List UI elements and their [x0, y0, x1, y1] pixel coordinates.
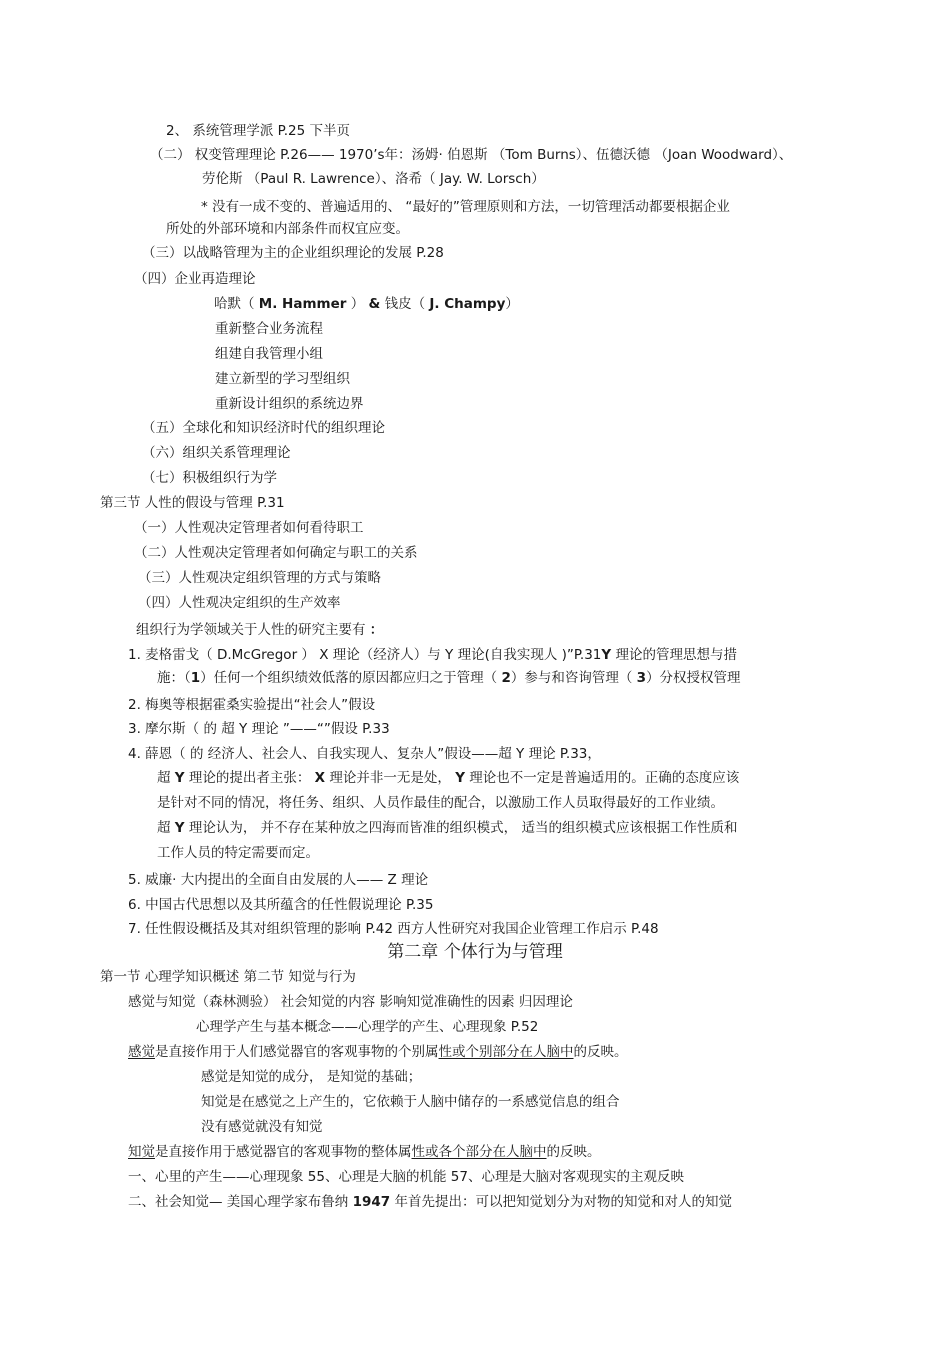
text-run: 钱皮（ [380, 296, 430, 312]
term-perception: 知觉 [128, 1144, 155, 1160]
text-run: 的反映。 [573, 1044, 628, 1060]
list-item: 3. 摩尔斯（ 的 超 Y 理论 ”——“”假设 P.33 [128, 721, 390, 737]
text-line [214, 295, 519, 313]
text-run: 理论的管理思想与措 [611, 647, 737, 663]
text-run: 理论也不一定是普遍适用的。正确的态度应该 [464, 770, 740, 786]
text-line: 感觉是知觉的成分， 是知觉的基础； [201, 1069, 422, 1085]
text-line [157, 769, 739, 787]
text-run: Y [174, 820, 185, 836]
text-line: （五）全球化和知识经济时代的组织理论 [142, 420, 385, 436]
text-run: 是直接作用于感觉器官的客观事物的整体属 [155, 1144, 412, 1160]
text-line: 所处的外部环境和内部条件而权宜应变。 [166, 221, 409, 237]
text-run: Y [455, 770, 465, 786]
text-run: 理论的提出者主张： [184, 770, 315, 786]
text-run: 1. 麦格雷戈（ D.McGregor ） X 理论（经济人）与 Y 理论(自我实现人 )”P.31 [128, 647, 602, 663]
author-name: J. Champy [429, 296, 506, 312]
text-line: （三）以战略管理为主的企业组织理论的发展 P.28 [142, 245, 444, 261]
text-run: 是直接作用于人们感觉器官的客观事物的个别属 [155, 1044, 439, 1060]
text-run: 理论认为， 并不存在某种放之四海而皆准的组织模式， 适当的组织模式应该根据工作性质和 [184, 820, 738, 836]
list-item: 5. 威廉· 大内提出的全面自由发展的人—— Z 理论 [128, 872, 429, 888]
text-run: Y [174, 770, 185, 786]
text-line [136, 621, 383, 639]
list-item: 6. 中国古代思想以及其所蕴含的任性假说理论 P.35 [128, 897, 434, 913]
text-run: ）分权授权管理 [646, 670, 741, 686]
text-line: 建立新型的学习型组织 [215, 371, 350, 387]
text-run: 1947 [352, 1194, 391, 1210]
term-sensation: 感觉 [128, 1044, 155, 1060]
text-run: X [314, 770, 326, 786]
text-run: 组织行为学领域关于人性的研究主要有 [136, 622, 370, 638]
text-line: 知觉是在感觉之上产生的，它依赖于人脑中储存的一系感觉信息的组合 [201, 1094, 620, 1110]
definition-line [128, 1043, 628, 1061]
text-run: ）参与和咨询管理（ [510, 670, 637, 686]
text-run: 3 [636, 670, 647, 686]
definition-line [128, 1143, 601, 1161]
text-line: （二） 权变管理理论 P.26—— 1970’s年：汤姆· 伯恩斯 （Tom Burns）、伍德沃德 （Joan Woodward）、 [150, 147, 793, 163]
text-line: 感觉与知觉（森林测验） 社会知觉的内容 影响知觉准确性的因素 归因理论 [128, 994, 573, 1010]
text-line: （四）企业再造理论 [134, 271, 256, 287]
text-run: 性或个别部分在人脑中 [438, 1044, 574, 1060]
text-line: 心理学产生与基本概念——心理学的产生、心理现象 P.52 [196, 1019, 539, 1035]
text-line: 工作人员的特定需要而定。 [157, 845, 319, 861]
text-line: 组建自我管理小组 [215, 346, 323, 362]
text-run: 超 [157, 820, 175, 836]
section-title: 第一节 心理学知识概述 第二节 知觉与行为 [100, 969, 356, 985]
text-run: ） [346, 296, 369, 312]
text-line: 重新设计组织的系统边界 [215, 396, 364, 412]
text-line: 一、心里的产生——心理现象 55、心理是大脑的机能 57、心理是大脑对客观现实的主观反映 [128, 1169, 684, 1185]
text-run: 的反映。 [546, 1144, 601, 1160]
text-line: 2、 系统管理学派 P.25 下半页 [166, 123, 350, 139]
text-run: 二、社会知觉— 美国心理学家布鲁纳 [128, 1194, 353, 1210]
text-run: & [368, 296, 381, 312]
list-item: 7. 任性假设概括及其对组织管理的影响 P.42 西方人性研究对我国企业管理工作启示 P.48 [128, 921, 659, 937]
text-line [157, 819, 737, 837]
text-run: ： [369, 622, 384, 638]
text-run: 年首先提出：可以把知觉划分为对物的知觉和对人的知觉 [390, 1194, 732, 1210]
text-run: ） [505, 296, 519, 312]
text-line: （二）人性观决定管理者如何确定与职工的关系 [134, 545, 418, 561]
text-run: 性或各个部分在人脑中 [411, 1144, 547, 1160]
text-line: * 没有一成不变的、普遍适用的、 “最好的”管理原则和方法，一切管理活动都要根据企业 [201, 199, 730, 215]
text-line [157, 669, 741, 687]
text-line: 没有感觉就没有知觉 [201, 1119, 323, 1135]
text-run: 超 [157, 770, 175, 786]
text-line: （七）积极组织行为学 [142, 470, 277, 486]
list-item: 4. 薛恩（ 的 经济人、社会人、自我实现人、复杂人”假设——超 Y 理论 P.33， [128, 746, 601, 762]
list-item [128, 646, 737, 664]
chapter-heading: 第二章 个体行为与管理 [387, 942, 563, 962]
text-line: （六）组织关系管理理论 [142, 445, 291, 461]
text-run: 2 [501, 670, 511, 686]
author-name: M. Hammer [258, 296, 347, 312]
text-run: 理论并非一无是处， [325, 770, 456, 786]
section-title: 第三节 人性的假设与管理 P.31 [100, 495, 285, 511]
text-line: （四）人性观决定组织的生产效率 [138, 595, 341, 611]
text-line: （一）人性观决定管理者如何看待职工 [134, 520, 364, 536]
text-line: 重新整合业务流程 [215, 321, 323, 337]
text-run: 1 [190, 670, 201, 686]
text-run: Y [601, 647, 612, 663]
text-run: 哈默（ [214, 296, 259, 312]
text-run: 施：（ [157, 670, 191, 686]
list-item: 2. 梅奥等根据霍桑实验提出“社会人”假设 [128, 697, 376, 713]
text-run: ）任何一个组织绩效低落的原因都应归之于管理（ [200, 670, 502, 686]
text-line: 是针对不同的情况，将任务、组织、人员作最佳的配合，以激励工作人员取得最好的工作业绩。 [157, 795, 724, 811]
text-line: 劳伦斯 （Paul R. Lawrence）、洛希（ Jay. W. Lorsch） [202, 171, 545, 187]
text-line [128, 1193, 732, 1211]
text-line: （三）人性观决定组织管理的方式与策略 [138, 570, 381, 586]
